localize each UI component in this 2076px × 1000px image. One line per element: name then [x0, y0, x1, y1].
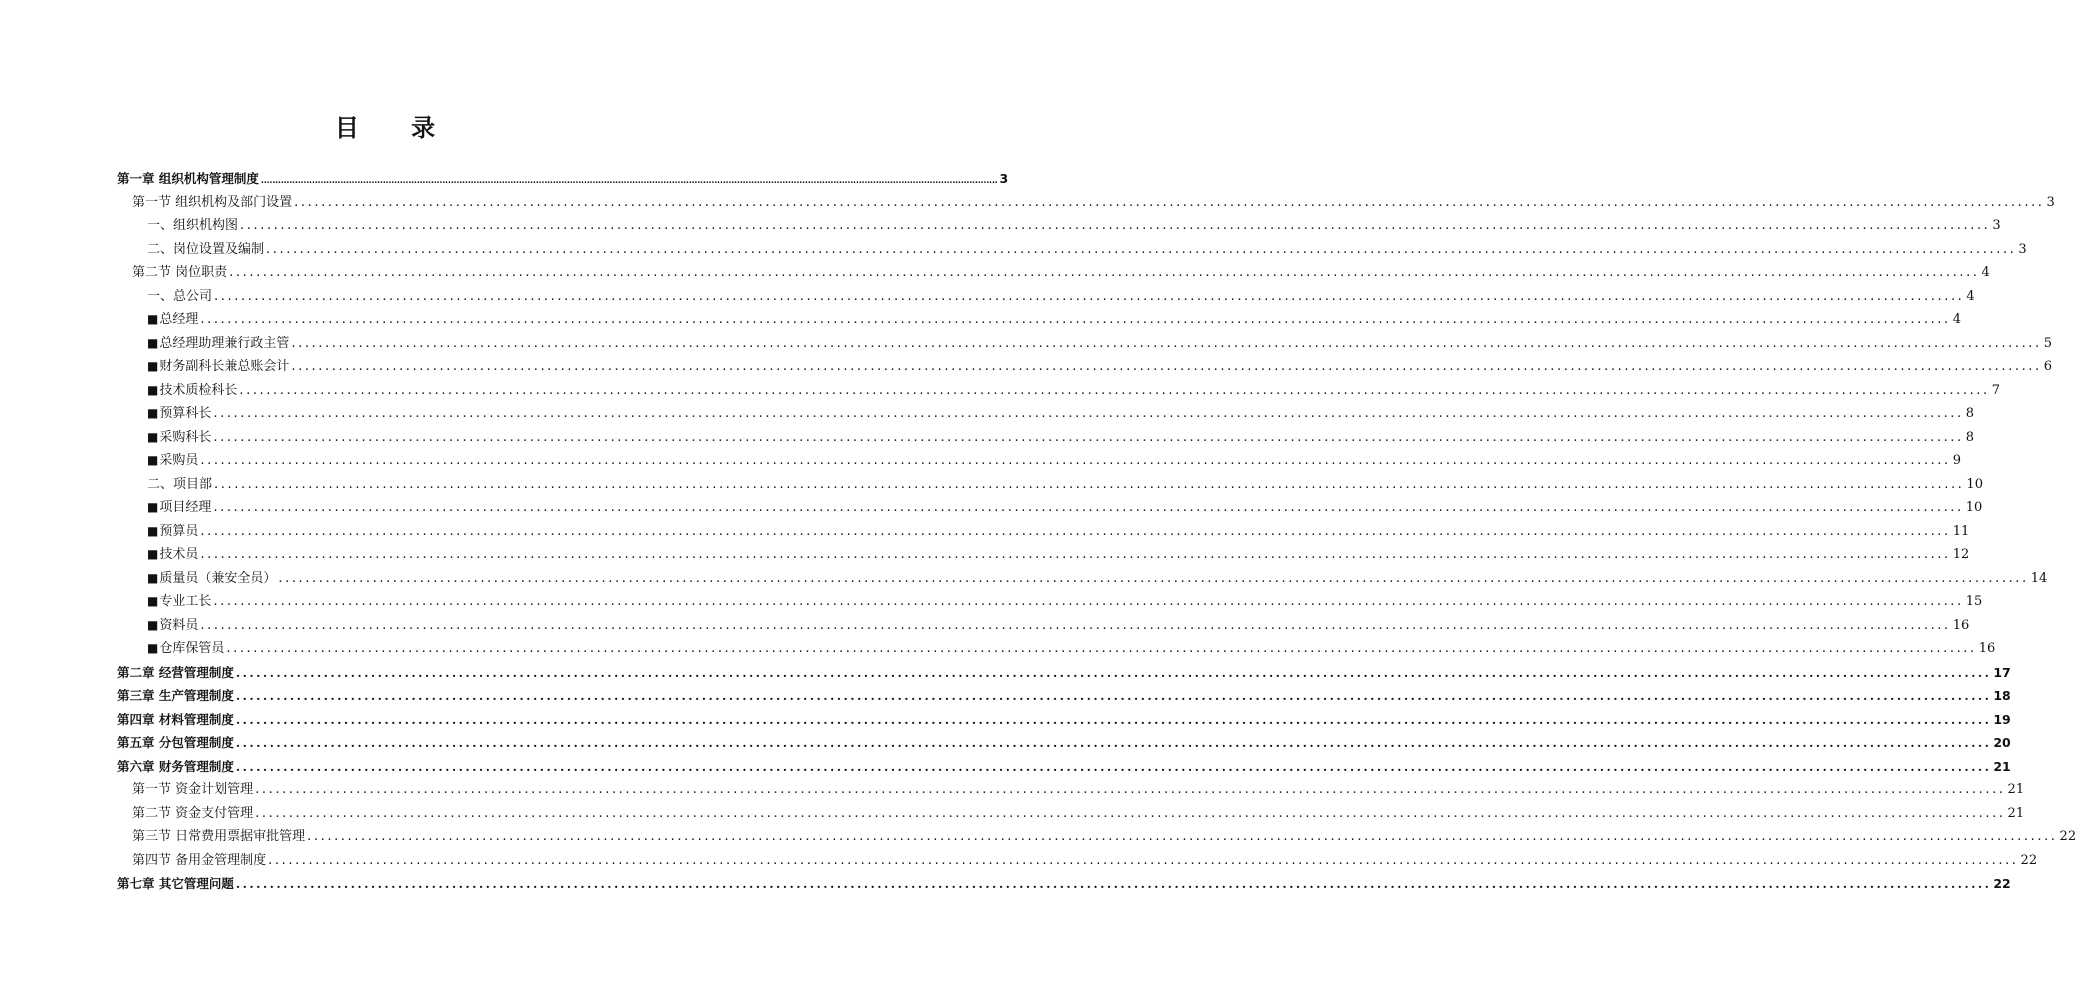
dot-leader: ....................................................................................................................................................................................................................................................................: [291, 335, 2042, 351]
toc-page-number: 21: [2007, 805, 2025, 821]
dot-leader: ....................................................................................................................................................................................................................................................................: [200, 547, 1951, 562]
toc-entry-label: [117, 708, 234, 732]
toc-entry-sub[interactable]: [117, 520, 1970, 544]
square-bullet-icon: ■: [147, 382, 159, 397]
toc-entry-label: [147, 308, 198, 332]
toc-page-number: 3: [1992, 218, 2001, 233]
toc-page-number: 22: [1993, 876, 2011, 891]
toc-entry-chapter[interactable]: [117, 167, 1009, 191]
toc-entry-text: 二、岗位设置及编制: [147, 241, 265, 257]
toc-entry-label: [147, 214, 238, 238]
dot-leader: ....................................................................................................................................................................................................................................................................: [213, 406, 1964, 421]
dot-leader: ....................................................................................................................................................................................................................................................................: [200, 312, 1951, 327]
dot-leader: ....................................................................................................................................................................................................................................................................: [235, 711, 1992, 727]
dot-leader: ....................................................................................................................................................................................................................................................................: [200, 523, 1951, 539]
dot-leader: ....................................................................................................................................................................................................................................................................: [235, 688, 1992, 703]
toc-entry-sub[interactable]: [117, 590, 1983, 614]
toc-page-number: 3: [2046, 194, 2055, 210]
dot-leader: ....................................................................................................................................................................................................................................................................: [200, 617, 1951, 633]
toc-entry-label: [132, 849, 266, 873]
toc-page-number: 4: [1981, 265, 1990, 280]
toc-page-number: 4: [1952, 312, 1962, 327]
dot-leader: ....................................................................................................................................................................................................................................................................: [255, 782, 2006, 797]
dot-leader: ....................................................................................................................................................................................................................................................................: [213, 500, 1964, 515]
toc-page-number: 10: [1966, 476, 1983, 492]
toc-entry-text: 第四章 材料管理制度: [117, 711, 234, 727]
dot-leader: ....................................................................................................................................................................................................................................................................: [266, 241, 2017, 257]
toc-page-number: 21: [1993, 758, 2011, 774]
toc-entry-section[interactable]: [117, 802, 2025, 826]
toc-entry-label: [117, 167, 259, 191]
toc-entry-label: [147, 285, 212, 309]
toc-entry-sub[interactable]: [117, 543, 1970, 567]
dot-leader: ....................................................................................................................................................................................................................................................................: [229, 265, 1980, 280]
toc-page-number: 16: [1978, 641, 1996, 656]
toc-entry-text: 第三节 日常费用票据审批管理: [132, 829, 306, 844]
dot-leader: ....................................................................................................................................................................................................................................................................: [213, 429, 1964, 445]
toc-entry-text: 一、组织机构图: [147, 218, 239, 233]
toc-entry-label: [147, 426, 211, 450]
toc-entry-text: 专业工长: [159, 594, 212, 609]
toc-entry-text: 采购科长: [159, 429, 212, 445]
toc-entry-label: [117, 755, 234, 779]
toc-page-number: 22: [2059, 829, 2076, 844]
toc-page-number: 10: [1965, 500, 1983, 515]
toc-entry-label: [147, 379, 237, 403]
toc-entry-label: [147, 332, 289, 356]
toc-entry-sub[interactable]: [117, 332, 2053, 356]
toc-page-number: 6: [2043, 359, 2053, 374]
square-bullet-icon: ■: [147, 453, 159, 467]
toc-entry-label: [147, 238, 264, 262]
dot-leader: ....................................................................................................................................................................................................................................................................: [235, 758, 1992, 774]
toc-entry-text: 第一章 组织机构管理制度: [117, 171, 259, 186]
toc-entry-text: 技术员: [159, 547, 199, 562]
square-bullet-icon: ■: [147, 429, 159, 444]
dot-leader: ....................................................................................................................................................................................................................................................................: [239, 382, 1990, 398]
toc-entry-label: [132, 825, 305, 849]
toc-entry-sub[interactable]: [117, 496, 1983, 520]
dot-leader: ....................................................................................................................................................................................................................................................................: [255, 805, 2006, 821]
toc-entry-text: 总经理: [159, 312, 199, 327]
toc-page-number: 4: [1966, 288, 1975, 304]
toc-entry-label: [147, 355, 289, 379]
toc-entry-text: 第一节 资金计划管理: [132, 782, 254, 797]
dot-leader: ....................................................................................................................................................................................................................................................................: [213, 594, 1964, 609]
toc-page-number: 12: [1952, 547, 1970, 562]
toc-page-number: 3: [999, 171, 1009, 186]
toc-entry-sub[interactable]: [117, 637, 1996, 661]
dot-leader: ....................................................................................................................................................................................................................................................................: [226, 641, 1977, 656]
toc-entry-sub[interactable]: [117, 355, 2053, 379]
toc-entry-text: 第六章 财务管理制度: [117, 758, 234, 774]
toc-entry-label: [132, 261, 227, 285]
toc-entry-text: 第三章 生产管理制度: [117, 688, 234, 703]
toc-page-number: 7: [1991, 382, 2001, 398]
toc-entry-label: [117, 731, 234, 755]
toc-entry-chapter[interactable]: [117, 872, 2011, 896]
toc-entry-label: [147, 520, 198, 544]
toc-entry-sub[interactable]: [117, 614, 1970, 638]
page-title: 目 录: [334, 114, 458, 142]
dot-leader: ....................................................................................................................................................................................................................................................................: [268, 852, 2019, 868]
toc-entry-text: 第一节 组织机构及部门设置: [132, 194, 293, 210]
dot-leader: ....................................................................................................................................................................................................................................................................: [240, 218, 1991, 233]
toc-entry-label: [117, 661, 234, 685]
table-of-contents: [117, 167, 2076, 896]
toc-entry-text: 预算科长: [159, 406, 212, 421]
dot-leader: ....................................................................................................................................................................................................................................................................: [291, 359, 2042, 374]
toc-entry-label: [117, 872, 234, 896]
dot-leader: ....................................................................................................................................................................................................................................................................: [235, 876, 1992, 891]
square-bullet-icon: ■: [147, 594, 159, 608]
toc-page-number: 8: [1965, 406, 1975, 421]
toc-page-number: 22: [2020, 852, 2038, 868]
toc-entry-text: 一、总公司: [147, 288, 213, 304]
square-bullet-icon: ■: [147, 359, 159, 373]
toc-page-number: 15: [1965, 594, 1983, 609]
dot-leader: ....................................................................................................................................................................................................................................................................: [294, 194, 2045, 210]
square-bullet-icon: ■: [147, 406, 159, 420]
toc-entry-label: [147, 473, 212, 497]
toc-entry-chapter[interactable]: [117, 684, 2011, 708]
toc-entry-label: [147, 496, 211, 520]
toc-entry-section[interactable]: [117, 261, 1990, 285]
dot-leader: ....................................................................................................................................................................................................................................................................: [260, 176, 998, 186]
toc-entry-label: [147, 543, 198, 567]
toc-entry-label: [147, 590, 211, 614]
toc-page-number: 3: [2018, 241, 2027, 257]
dot-leader: ....................................................................................................................................................................................................................................................................: [214, 288, 1965, 304]
square-bullet-icon: ■: [147, 335, 159, 350]
toc-entry-sub[interactable]: [117, 402, 1975, 426]
toc-entry-label: [147, 449, 198, 473]
toc-entry-text: 质量员（兼安全员）: [159, 570, 277, 586]
toc-entry-chapter[interactable]: [117, 708, 2011, 732]
toc-entry-text: 预算员: [159, 523, 199, 539]
toc-page-number: 21: [2007, 782, 2025, 797]
square-bullet-icon: ■: [147, 523, 159, 538]
toc-entry-text: 项目经理: [159, 500, 212, 515]
toc-entry-text: 总经理助理兼行政主管: [159, 335, 290, 351]
toc-entry-text: 资料员: [159, 617, 199, 633]
square-bullet-icon: ■: [147, 500, 159, 514]
toc-entry-sub[interactable]: [117, 449, 1962, 473]
toc-page-number: 14: [2030, 570, 2048, 586]
toc-entry-item[interactable]: [117, 473, 1983, 497]
toc-entry-text: 技术质检科长: [159, 382, 238, 398]
dot-leader: ....................................................................................................................................................................................................................................................................: [200, 453, 1951, 468]
toc-entry-item[interactable]: [117, 214, 2001, 238]
toc-entry-label: [132, 778, 253, 802]
toc-entry-section[interactable]: [117, 778, 2025, 802]
toc-entry-item[interactable]: [117, 285, 1975, 309]
toc-entry-chapter[interactable]: [117, 661, 2011, 685]
toc-entry-text: 仓库保管员: [159, 641, 225, 656]
toc-entry-sub[interactable]: [117, 308, 1962, 332]
toc-entry-sub[interactable]: [117, 379, 2001, 403]
toc-entry-text: 采购员: [159, 453, 199, 468]
toc-entry-label: [147, 637, 224, 661]
square-bullet-icon: ■: [147, 312, 159, 326]
toc-entry-text: 第四节 备用金管理制度: [132, 852, 267, 868]
square-bullet-icon: ■: [147, 641, 159, 655]
toc-entry-label: [132, 191, 292, 215]
toc-entry-text: 二、项目部: [147, 476, 213, 492]
toc-entry-chapter[interactable]: [117, 755, 2011, 779]
toc-entry-label: [147, 402, 211, 426]
toc-entry-sub[interactable]: [117, 426, 1975, 450]
toc-entry-text: 第五章 分包管理制度: [117, 735, 234, 750]
dot-leader: ....................................................................................................................................................................................................................................................................: [235, 735, 1992, 750]
toc-page-number: 8: [1965, 429, 1975, 445]
toc-entry-text: 第七章 其它管理问题: [117, 876, 234, 891]
square-bullet-icon: ■: [147, 547, 159, 561]
toc-entry-text: 第二节 岗位职责: [132, 265, 228, 280]
toc-entry-label: [132, 802, 253, 826]
toc-page-number: 16: [1952, 617, 1970, 633]
toc-entry-item[interactable]: [117, 238, 2027, 262]
toc-entry-section[interactable]: [117, 849, 2038, 873]
toc-entry-chapter[interactable]: [117, 731, 2011, 755]
toc-page-number: 11: [1952, 523, 1970, 539]
square-bullet-icon: ■: [147, 617, 159, 632]
toc-entry-text: 第二章 经营管理制度: [117, 664, 234, 680]
toc-entry-label: [117, 684, 234, 708]
toc-entry-section[interactable]: [117, 825, 2076, 849]
toc-page-number: 17: [1993, 664, 2011, 680]
toc-page-number: 19: [1993, 711, 2011, 727]
toc-page-number: 18: [1993, 688, 2011, 703]
toc-page-number: 5: [2043, 335, 2053, 351]
dot-leader: ....................................................................................................................................................................................................................................................................: [235, 664, 1992, 680]
dot-leader: ....................................................................................................................................................................................................................................................................: [278, 570, 2029, 586]
toc-entry-text: 财务副科长兼总账会计: [159, 359, 290, 374]
dot-leader: ....................................................................................................................................................................................................................................................................: [214, 476, 1965, 492]
toc-entry-label: [147, 614, 198, 638]
toc-entry-section[interactable]: [117, 191, 2055, 215]
toc-entry-label: [147, 567, 276, 591]
dot-leader: ....................................................................................................................................................................................................................................................................: [307, 829, 2058, 844]
toc-page-number: 9: [1952, 453, 1962, 468]
square-bullet-icon: ■: [147, 570, 159, 585]
toc-page-number: 20: [1993, 735, 2011, 750]
toc-entry-text: 第二节 资金支付管理: [132, 805, 254, 821]
toc-entry-sub[interactable]: [117, 567, 2048, 591]
